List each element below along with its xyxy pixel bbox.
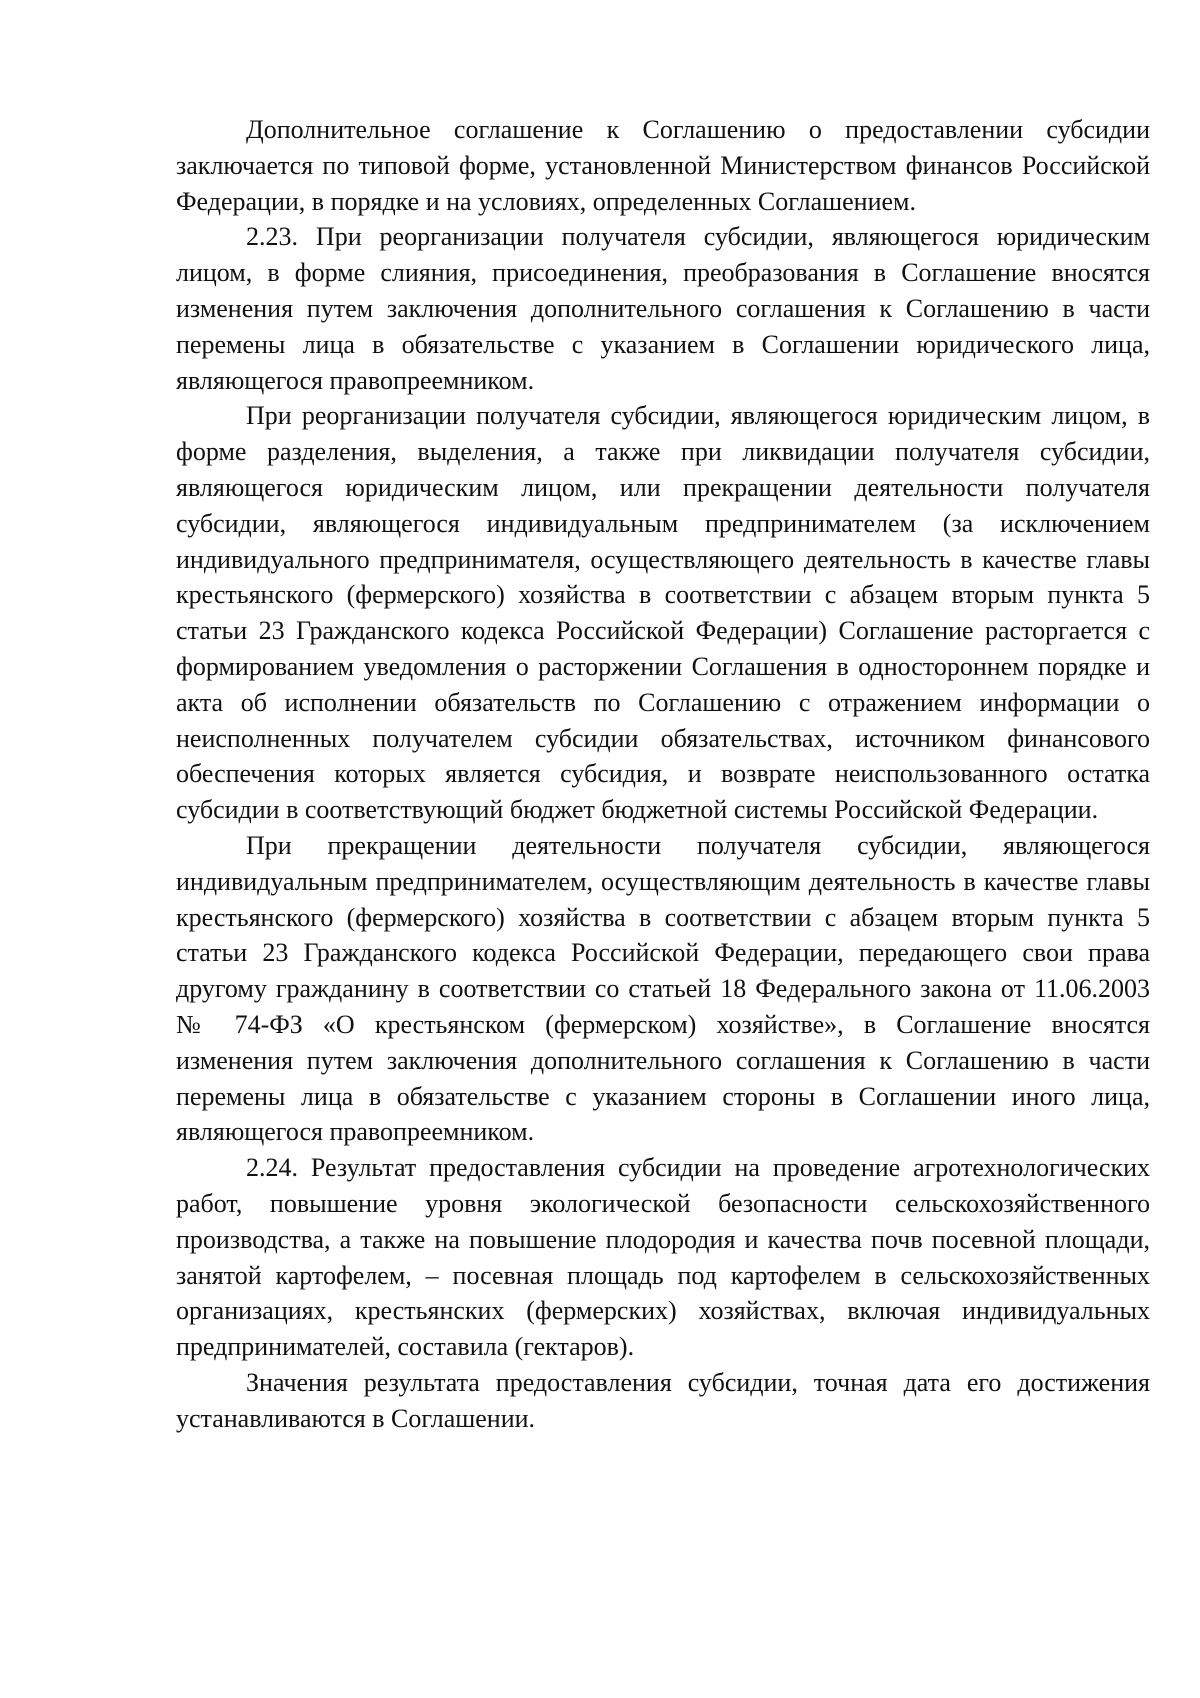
paragraph-2-24: 2.24. Результат предоставления субсидии на проведение агротехнологических работ, повышение уровня экологической безопасности сельскохозяйственного производства, а также на повышение плодородия и качества почв посевной площади, занятой картофелем, – посевная площадь под картофелем в сельскохозяйственных организациях, крестьянских (фермерских) хозяйствах, включая индивидуальных предпринимателей, составила (гектаров). bbox=[176, 1153, 1150, 1362]
paragraph-2-23: 2.23. При реорганизации получателя субсидии, являющегося юридическим лицом, в форме слияния, присоединения, преобразования в Соглашение вносятся изменения путем заключения дополнительного соглашения к Соглашению в части перемены лица в обязательстве с указанием в Соглашении юридического лица, являющегося правопреемником. bbox=[176, 222, 1150, 395]
paragraph-result-values: Значения результата предоставления субсидии, точная дата его достижения устанавливаются в Соглашении. bbox=[176, 1367, 1150, 1433]
paragraph-reorganization-separation: При реорганизации получателя субсидии, являющегося юридическим лицом, в форме разделения, выделения, а также при ликвидации получателя субсидии, являющегося юридическим лицом, или прекращении деятельности получателя субсидии, являющегося индивидуальным предпринимателем (за исключением индивидуального предпринимателя, осуществляющего деятельность в качестве главы крестьянского (фермерского) хозяйства в соответствии с абзацем вторым пункта 5 статьи 23 Гражданского кодекса Российской Федерации) Соглашение расторгается с формированием уведомления о расторжении Соглашения в одностороннем порядке и акта об исполнении обязательств по Соглашению с отражением информации о неисполненных получателем субсидии обязательствах, источником финансового обеспечения которых является субсидия, и возврате неиспользованного остатка субсидии в соответствующий бюджет бюджетной системы Российской Федерации. bbox=[176, 401, 1150, 825]
document-page bbox=[176, 112, 1150, 1436]
paragraph-additional-agreement: Дополнительное соглашение к Соглашению о предоставлении субсидии заключается по типовой форме, установленной Министерством финансов Российской Федерации, в порядке и на условиях, определенных Соглашением. bbox=[176, 115, 1150, 216]
paragraph-termination-farmer: При прекращении деятельности получателя субсидии, являющегося индивидуальным предпринимателем, осуществляющим деятельность в качестве главы крестьянского (фермерского) хозяйства в соответствии с абзацем вторым пункта 5 статьи 23 Гражданского кодекса Российской Федерации, передающего свои права другому гражданину в соответствии со статьей 18 Федерального закона от 11.06.2003 № 74-ФЗ «О крестьянском (фермерском) хозяйстве», в Соглашение вносятся изменения путем заключения дополнительного соглашения к Соглашению в части перемены лица в обязательстве с указанием стороны в Соглашении иного лица, являющегося правопреемником. bbox=[176, 830, 1150, 1147]
